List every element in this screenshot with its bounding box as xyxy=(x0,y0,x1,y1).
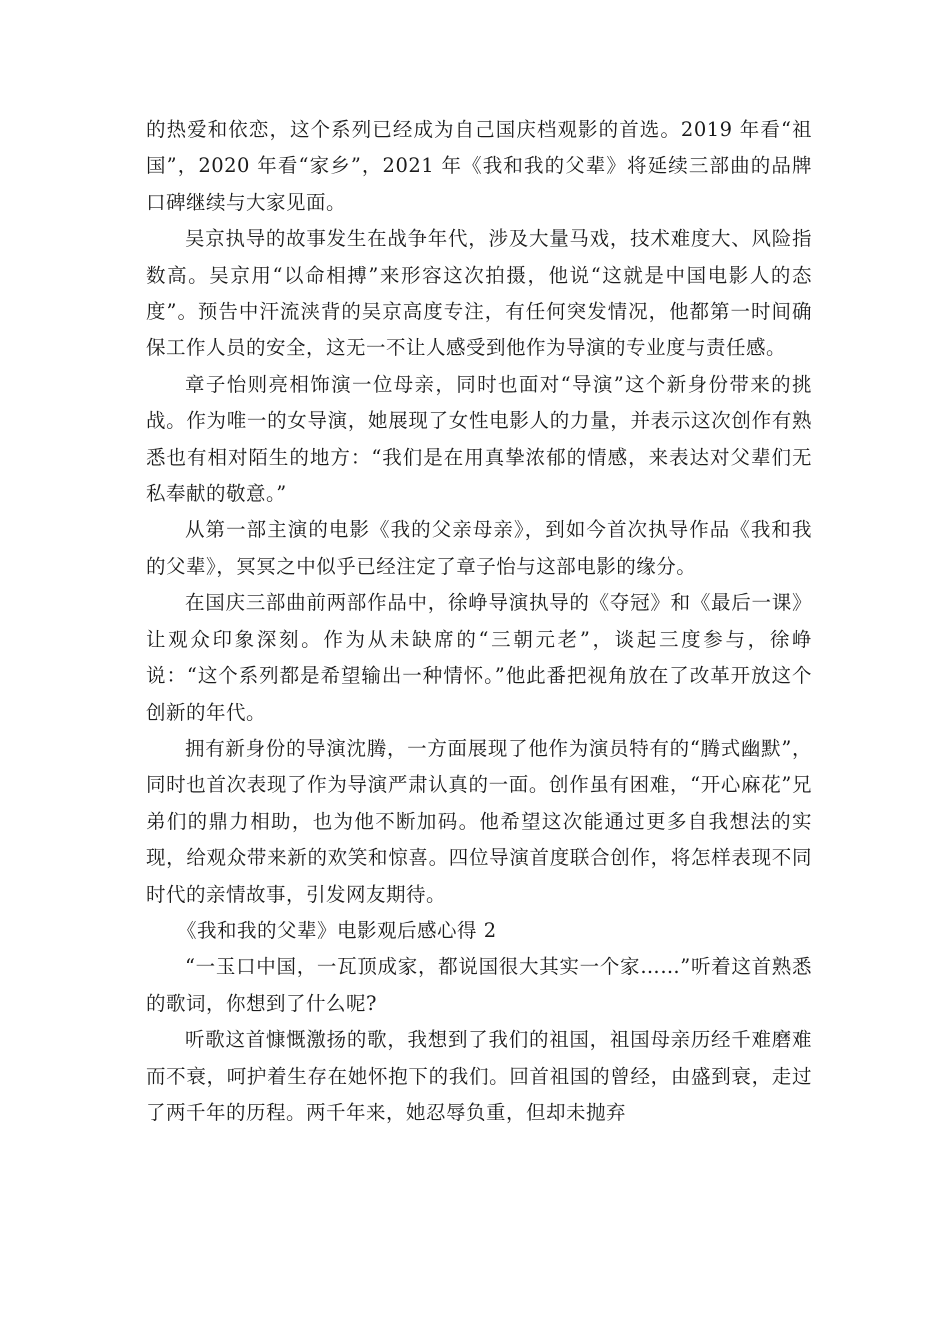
section-heading: 《我和我的父辈》电影观后感心得 2 xyxy=(177,918,497,942)
paragraph-shen-teng: 拥有新身份的导演沈腾，一方面展现了他作为演员特有的“腾式幽默”，同时也首次表现了作为导演严肃认真的一面。创作虽有困难，“开心麻花”兄弟们的鼎力相助，也为他不断加码。他希望这次能通过更多自我想法的实现，给观众带来新的欢笑和惊喜。四位导演首度联合创作，将怎样表现不同时代的亲情故事，引发网友期待。 xyxy=(146,736,812,906)
paragraph-xu-zheng: 在国庆三部曲前两部作品中，徐峥导演执导的《夺冠》和《最后一课》让观众印象深刻。作为从未缺席的“三朝元老”，谈起三度参与，徐峥说：“这个系列都是希望输出一种情怀。”他此番把视角放在了改革开放这个创新的年代。 xyxy=(146,591,812,724)
paragraph-fate: 从第一部主演的电影《我的父亲母亲》，到如今首次执导作品《我和我的父辈》，冥冥之中似乎已经注定了章子怡与这部电影的缘分。 xyxy=(146,518,812,578)
paragraph-wu-jing: 吴京执导的故事发生在战争年代，涉及大量马戏，技术难度大、风险指数高。吴京用“以命相搏”来形容这次拍摄，他说“这就是中国电影人的态度”。预告中汗流浃背的吴京高度专注，有任何突发情况，他都第一时间确保工作人员的安全，这无一不让人感受到他作为导演的专业度与责任感。 xyxy=(146,227,812,360)
document-body xyxy=(146,112,812,1131)
paragraph-motherland: 听歌这首慷慨激扬的歌，我想到了我们的祖国，祖国母亲历经千难磨难而不衰，呵护着生存在她怀抱下的我们。回首祖国的曾经，由盛到衰，走过了两千年的历程。两千年来，她忍辱负重，但却未抛弃 xyxy=(146,1028,812,1124)
paragraph-zhang-ziyi: 章子怡则亮相饰演一位母亲，同时也面对“导演”这个新身份带来的挑战。作为唯一的女导演，她展现了女性电影人的力量，并表示这次创作有熟悉也有相对陌生的地方：“我们是在用真挚浓郁的情感，来表达对父辈们无私奉献的敬意。” xyxy=(146,372,812,506)
paragraph-continuation: 的热爱和依恋，这个系列已经成为自己国庆档观影的首选。2019 年看“祖国”，2020 年看“家乡”，2021 年《我和我的父辈》将延续三部曲的品牌口碑继续与大家见面。 xyxy=(146,118,812,214)
paragraph-song-lyrics: “一玉口中国，一瓦顶成家，都说国很大其实一个家……”听着这首熟悉的歌词，你想到了什么呢? xyxy=(146,955,812,1015)
